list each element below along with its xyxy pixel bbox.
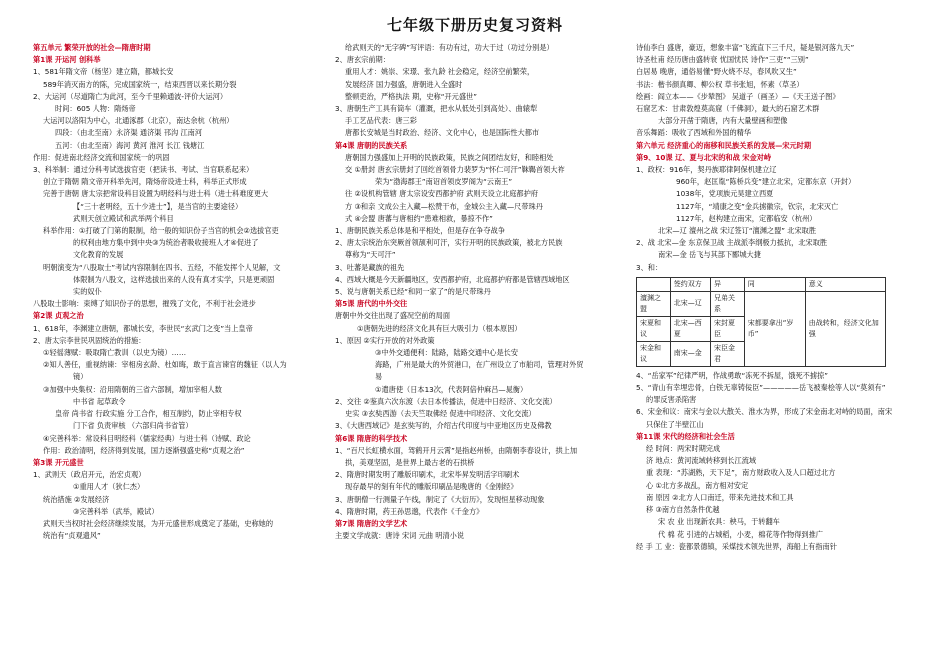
text-line: 2、唐玄宗前期： <box>335 55 390 65</box>
text-line: 心 ①北方多战乱，南方相对安定 <box>646 480 749 490</box>
text-line: 3、唐朝生产工具有筒车（灌溉，把水从低处引到高处）、曲辕犁 <box>335 104 538 114</box>
text-line: 明朝演变为“八股取士”考试内容限制在四书、五经，不能发挥个人见解，文 <box>43 262 281 272</box>
text-line: 重 表现：“苏湖熟，天下足”，南方财政收入及人口超过北方 <box>646 468 836 478</box>
text-line: 北宋—辽 澶州之战 宋辽签订“澶渊之盟” 北宋取胜 <box>658 226 817 236</box>
column-right <box>636 42 930 667</box>
right-column-top <box>636 42 930 274</box>
table-cell: 北宋—辽 <box>670 291 710 316</box>
text-line: 往 ②设机构管辖 唐太宗设安西都护府 武则天设立北庭都护府 <box>345 189 538 199</box>
text-line: ①轻徭薄赋：吸取隋亡教训（以史为镜）…… <box>43 348 187 358</box>
text-line: 四段：（由北至南）永济渠 通济渠 邗沟 江南河 <box>55 128 203 138</box>
text-line: 唐朝国力强盛加上开明的民族政策，民族之间团结友好，和睦相处 <box>345 152 554 162</box>
text-line: 作用：促进南北经济交流和国家统一的巩固 <box>33 152 170 162</box>
text-line: 1、原因 ②实行开放的对外政策 <box>335 335 435 345</box>
text-line: 白居易 晚唐，通俗易懂“野火烧不尽，春风吹又生” <box>636 67 797 77</box>
text-line: 发展经济 国力强盛，唐朝进入全盛时 <box>345 79 463 89</box>
text-line: 的罪反害杀陷害 <box>646 395 697 405</box>
text-line: 门下省 负责审核 （六部归尚书省管） <box>73 421 193 431</box>
page-title: 七年级下册历史复习资料 <box>386 16 563 34</box>
text-line: 手工艺品代表：唐三彩 <box>345 116 417 126</box>
text-line: 武则天创立殿试和武举两个科目 <box>73 213 174 223</box>
table-cell: 宋封夏臣 <box>711 316 745 341</box>
text-line: 文化教育的发展 <box>73 250 124 260</box>
text-line: 五河：（由北至南）海河 黄河 淮河 长江 钱塘江 <box>55 140 205 150</box>
text-line: 皇帝 尚书省 行政实施 分工合作，相互制约，防止宰相专权 <box>55 409 242 419</box>
text-line: 完善于唐朝 唐太宗把常设科目设置为明经科与进士科（进士科难度更大 <box>43 189 269 199</box>
text-line: 【“三十老明经，五十少进士”】，是当官的主要途径） <box>73 201 243 211</box>
text-line: 创立于隋朝 隋文帝开科举先河，隋炀帝设进士科，科举正式形成 <box>43 177 247 187</box>
text-line: 6、宋金和议：南宋与金以大散关、淮水为界，形成了宋金南北对峙的局面，南宋 <box>636 407 893 417</box>
section-heading: 第9、10课 辽、夏与北宋的和战 宋金对峙 <box>636 152 772 162</box>
text-line: 3、科举制：通过分科考试选拔官吏（把读书、考试、当官联系起来） <box>33 165 254 175</box>
text-line: 3、《大唐西域记》是玄奘写的，介绍古代印度与中亚地区历史及佛教 <box>335 421 552 431</box>
text-line: 济 地点：黄河流域转移到长江流域 <box>646 456 757 466</box>
table-cell: 宋金和议 <box>637 341 671 366</box>
table-cell: 南宋—金 <box>670 341 710 366</box>
text-line: 2、唐太宗李世民巩固统治的措施： <box>33 335 146 345</box>
text-line: 1、581年隋文帝（杨坚）建立隋，都城长安 <box>33 67 174 77</box>
text-line: 式 ④会盟 唐蕃与唐相约“患难相救，暴掠不作” <box>345 213 493 223</box>
text-line: 体限制为八股文，这样选拔出来的人没有真才实学，只是更顽固 <box>73 274 275 284</box>
table-cell: 澶渊之盟 <box>637 291 671 316</box>
text-line: 诗圣杜甫 经历唐由盛转衰 忧国忧民 诗作“三吏”“三别” <box>636 55 809 65</box>
text-line: 易 <box>375 372 383 382</box>
text-line: 音乐舞蹈：吸收了西域和外国的精华 <box>636 128 752 138</box>
text-line: 2、大运河（尽道隋亡为此河，至今千里赖通波-评价大运河） <box>33 91 228 101</box>
text-line: ①唐朝先进的经济文化具有巨大吸引力（根本原因） <box>357 323 522 333</box>
text-line: 代 棉 花 引进的占城稻，小麦，棉花等作物得到推广 <box>658 529 823 539</box>
table-cell: 兄弟关系 <box>711 291 745 316</box>
text-line: 1、武则天（政启开元，治宏贞观） <box>33 470 146 480</box>
text-line: 经 手 工 业：瓷都景德镇，采煤技术领先世界，海船上有指南针 <box>636 541 837 551</box>
table-cell: 宋夏和议 <box>637 316 671 341</box>
text-line: 绘画：阎立本——《步辇图》 吴道子（画圣）—《天王送子图》 <box>636 91 840 101</box>
text-line: 1、618年，李渊建立唐朝，都城长安，李世民“玄武门之变”当上皇帝 <box>33 323 253 333</box>
text-line: 给武则天的“无字碑”写评语：有功有过，功大于过（功过分别是） <box>345 43 554 52</box>
text-line: ①遣唐使（日本13次，代表阿倍仲麻吕—晁衡） <box>375 384 528 394</box>
text-line: 交 ①册封 唐玄宗册封了回纥首领骨力裴罗为“怀仁可汗”靺鞨首领大祚 <box>345 165 565 175</box>
text-line: 3、和： <box>636 262 663 272</box>
text-line: 移 ③南方自然条件优越 <box>646 505 720 515</box>
text-line: 统治有“贞观遗风” <box>43 531 101 541</box>
text-line: 2、交往 ②鉴真六次东渡（去日本传播法，促进中日经济、文化交流） <box>335 396 557 406</box>
column-left <box>33 42 321 667</box>
text-line: 拱，美观坚固，是世界上最古老的石拱桥 <box>345 457 475 467</box>
text-line: 3、唐朝僧一行测量子午线，制定了《大衍历》，发现恒星移动现象 <box>335 494 545 504</box>
section-heading: 第7课 隋唐的文学艺术 <box>335 518 408 528</box>
table-header-cell: 签约双方 <box>670 277 710 291</box>
text-line: 史实 ③玄奘西游（去天竺取佛经 促进中印经济、文化交流） <box>345 409 536 419</box>
table-cell: 北宋—西夏 <box>670 316 710 341</box>
text-line: 统治措施 ②发展经济 <box>43 494 110 504</box>
table-header-cell: 同 <box>744 277 805 291</box>
table-cell: 宋臣金君 <box>711 341 745 366</box>
text-line: 南 原因 ②北方人口南迁，带来先进技术和工具 <box>646 492 794 502</box>
text-line: 1127年，“靖康之变”金兵掳徽宗，钦宗，北宋灭亡 <box>676 201 839 211</box>
text-line: 现存最早的刻有年代的雕版印刷品是晚唐的《金刚经》 <box>345 482 518 492</box>
text-line: 2、隋唐时期发明了雕版印刷术，北宋毕昇发明活字印刷术 <box>335 470 520 480</box>
table-header-cell <box>637 277 671 291</box>
text-line: 589年消灭南方的陈，完成国家统一，结束西晋以来长期分裂 <box>43 79 237 89</box>
section-heading: 第1课 开运河 创科举 <box>33 55 101 65</box>
text-line: 主要文学成就：唐诗 宋词 元曲 明清小说 <box>335 531 465 541</box>
text-line: 4、“岳家军”纪律严明，作战勇敢“冻死不拆屋，饿死不掳掠” <box>636 370 828 380</box>
text-line: 大部分开凿于隋唐，内有大量壁画和塑像 <box>658 116 788 126</box>
text-line: 方 ③和亲 文成公主入藏—松赞干布，金城公主入藏—尺带珠丹 <box>345 201 543 211</box>
text-line: 石窟艺术：甘肃敦煌莫高窟（千佛洞），最大的石窟艺术群 <box>636 104 820 114</box>
text-line: 1、政权：916年，契丹族耶律阿保机建立辽 <box>636 165 777 175</box>
peace-treaty-table <box>636 277 886 367</box>
section-heading: 第2课 贞观之治 <box>33 311 84 321</box>
text-line: ③完善科举（武举，殿试） <box>73 506 159 516</box>
text-line: 南宋—金 岳飞与其部下郾城大捷 <box>658 250 761 260</box>
text-line: 海路，广州是最大的外贸港口，在广州设立了市舶司，管理对外贸 <box>375 360 584 370</box>
text-line: ②知人善任，重视纳谏：宰相房玄龄、杜如晦，敢于直言谏官的魏征（以人为 <box>43 360 287 370</box>
text-line: 5、“青山有幸埋忠骨，白铁无辜铸佞臣”—————岳飞被秦桧等人以“莫须有” <box>636 383 886 393</box>
text-line: ③中外交通便利：陆路，陆路交通中心是长安 <box>375 348 519 358</box>
text-line: 实的奴仆 <box>73 287 102 297</box>
text-line: 2、战 北宋—金 东京保卫战 主战派李纲极力抵抗，北宋取胜 <box>636 238 828 248</box>
text-line: 唐都长安城是当时政治、经济、文化中心，也是国际性大都市 <box>345 128 540 138</box>
text-line: ④完善科举：常设科目明经科（儒家经典）与进士科（诗赋、政论 <box>43 433 251 443</box>
section-heading: 第五单元 繁荣开放的社会—隋唐时期 <box>33 43 151 52</box>
text-line: 尊称为“天可汗” <box>345 250 396 260</box>
text-line: 只保住了半壁江山 <box>646 419 704 429</box>
text-line: 荣为“渤海郡王”南诏首领皮罗阁为“云南王” <box>375 177 513 187</box>
text-line: 大运河以洛阳为中心，北通涿郡（北京），南达余杭（杭州） <box>43 116 234 126</box>
text-line: 1038年，党项族元昊建立西夏 <box>676 189 774 199</box>
column-middle <box>335 42 623 667</box>
section-heading: 第11课 宋代的经济和社会生活 <box>636 431 735 441</box>
text-line: 1、“百尺长虹横水面，驾鹤开月云霄”是指赵州桥，由隋朝李春设计，拱上加 <box>335 445 578 455</box>
text-line: 科举作用：①打破了门第的限制，给一般的知识份子当官的机会②选拔官吏 <box>43 226 279 236</box>
section-heading: 第6课 隋唐的科学技术 <box>335 433 408 443</box>
text-line: 唐朝中外交往出现了盛况空前的局面 <box>335 311 451 321</box>
table-header-cell: 意义 <box>805 277 885 291</box>
text-line: 宋 农 业 出现新农具：秧马，于转翻车 <box>658 517 780 527</box>
section-heading: 第4课 唐朝的民族关系 <box>335 140 408 150</box>
table-cell: 宋都要拿出“岁币” <box>744 291 805 366</box>
table-header-cell: 异 <box>711 277 745 291</box>
text-line: 整顿吏治，严格执法 期，史称“开元盛世” <box>345 91 477 101</box>
right-column-bottom <box>636 370 930 553</box>
text-line: 1、唐朝民族关系总体是和平相处，但是存在争夺战争 <box>335 226 505 236</box>
text-line: 武则天当权时社会经济继续发展，为开元盛世形成奠定了基础，史称她的 <box>43 518 274 528</box>
text-line: 经 时间：两宋时期完成 <box>646 444 721 454</box>
text-line: 5、说与唐朝关系已经“和同一家了”的是尺带珠丹 <box>335 287 491 297</box>
text-line: 重用人才：姚崇、宋璟、张九龄 社会稳定，经济空前繁荣， <box>345 67 535 77</box>
table-row <box>637 291 886 316</box>
text-line: ③加强中央集权：沿用隋朝的三省六部制，增加宰相人数 <box>43 384 222 394</box>
text-line: 3、吐蕃是藏族的祖先 <box>335 262 405 272</box>
text-line: 1127年，赵构建立南宋，定都临安（杭州） <box>676 213 817 223</box>
text-line: 诗仙李白 盛唐，豪迈，想象丰富“飞流直下三千尺，疑是银河落九天” <box>636 43 855 52</box>
text-line: 4、西域大概是今天新疆地区，安西都护府，北庭都护府都是管辖西域地区 <box>335 274 570 284</box>
text-line: 4、隋唐时期，药王孙思邈，代表作《千金方》 <box>335 506 484 516</box>
text-line: 的权利由地方集中到中央③为统治者吸收接班人才④促进了 <box>73 238 259 248</box>
table-cell: 由战转和，经济文化加强 <box>805 291 885 366</box>
text-line: 中书省 起草政令 <box>73 396 126 406</box>
section-heading: 第5课 唐代的中外交往 <box>335 299 408 309</box>
text-line: 960年，赵匡胤“陈桥兵变”建立北宋，定都东京（开封） <box>676 177 856 187</box>
text-line: 八股取士影响：束缚了知识份子的思想，摧残了文化，不利于社会进步 <box>33 299 256 309</box>
section-heading: 第3课 开元盛世 <box>33 457 84 467</box>
text-line: 时间：605 人物：隋炀帝 <box>55 104 136 114</box>
text-line: 2、唐太宗统治东突厥首领颉利可汗，实行开明的民族政策，被北方民族 <box>335 238 563 248</box>
text-line: 镜） <box>73 372 88 382</box>
text-line: ①重用人才（狄仁杰） <box>73 482 145 492</box>
text-line: 作用：政治清明，经济得到发展，国力逐渐强盛史称“贞观之治” <box>43 445 245 455</box>
section-heading: 第六单元 经济重心的南移和民族关系的发展—宋元时期 <box>636 140 812 150</box>
text-line: 书法：楷书颜真卿、柳公权 草书张旭，怀素（草圣） <box>636 79 804 89</box>
